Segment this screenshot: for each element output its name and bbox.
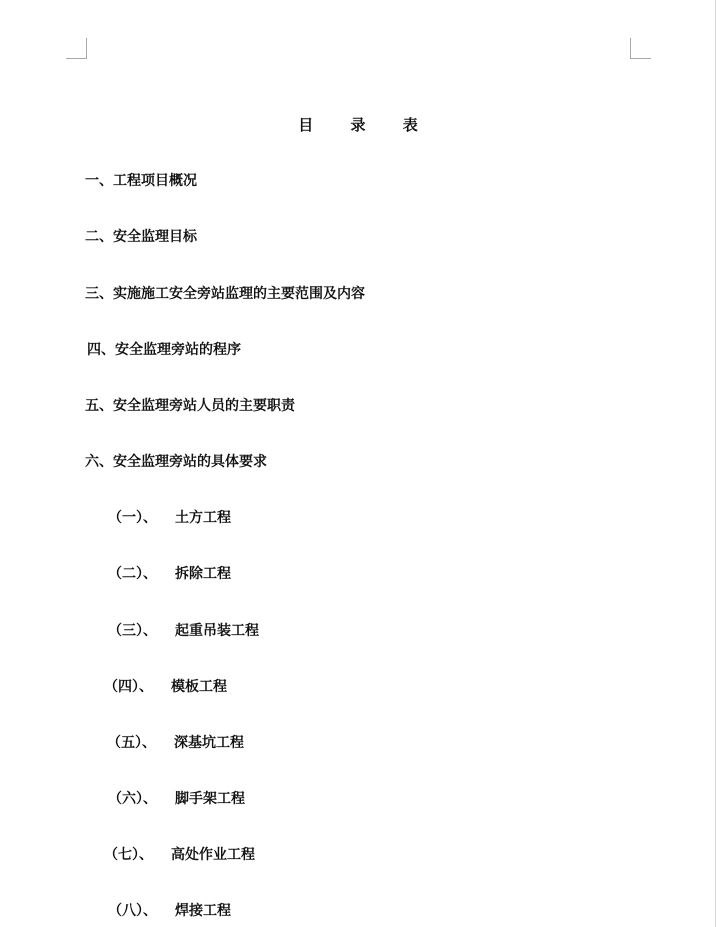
toc-entry-3: 三、实施施工安全旁站监理的主要范围及内容 (85, 286, 365, 302)
toc-sub-entry-number: （一）、 (108, 510, 157, 526)
toc-sub-entry-7 (104, 846, 255, 864)
toc-sub-entry-label: 高处作业工程 (171, 847, 255, 863)
toc-sub-entry-number: （三）、 (108, 623, 157, 639)
toc-sub-entry-4 (104, 678, 227, 696)
toc-entry-6: 六、安全监理旁站的具体要求 (85, 454, 267, 470)
toc-sub-entry-label: 焊接工程 (175, 903, 231, 919)
margin-corner-mark-top-left (66, 38, 87, 59)
toc-title (0, 114, 716, 135)
toc-sub-entry-number: （六）、 (108, 791, 157, 807)
toc-sub-entry-3 (108, 622, 259, 640)
toc-sub-entry-label: 模板工程 (171, 679, 227, 695)
toc-entry-1: 一、工程项目概况 (85, 173, 197, 189)
toc-sub-entry-number: （四）、 (104, 679, 153, 695)
toc-sub-entry-label: 脚手架工程 (175, 791, 245, 807)
toc-title-char: 表 (402, 116, 418, 134)
toc-entry-4: 四、安全监理旁站的程序 (87, 342, 241, 358)
toc-title-char: 目 (298, 116, 314, 134)
margin-corner-mark-top-right (630, 38, 651, 59)
toc-sub-entry-label: 土方工程 (175, 510, 231, 526)
toc-sub-entry-label: 起重吊装工程 (175, 623, 259, 639)
toc-sub-entry-2 (108, 565, 231, 583)
toc-sub-entry-5 (107, 734, 244, 752)
toc-sub-entry-number: （二）、 (108, 566, 157, 582)
toc-title-char: 录 (350, 116, 366, 134)
toc-sub-entry-number: （七）、 (104, 847, 153, 863)
toc-sub-entry-label: 拆除工程 (175, 566, 231, 582)
toc-sub-entry-1 (108, 509, 231, 527)
toc-sub-entry-number: （五）、 (107, 735, 156, 751)
toc-sub-entry-8 (108, 902, 231, 920)
toc-entry-5: 五、安全监理旁站人员的主要职责 (85, 398, 295, 414)
toc-sub-entry-number: （八）、 (108, 903, 157, 919)
toc-sub-entry-6 (108, 790, 245, 808)
toc-entry-2: 二、安全监理目标 (85, 229, 197, 245)
toc-sub-entry-label: 深基坑工程 (174, 735, 244, 751)
